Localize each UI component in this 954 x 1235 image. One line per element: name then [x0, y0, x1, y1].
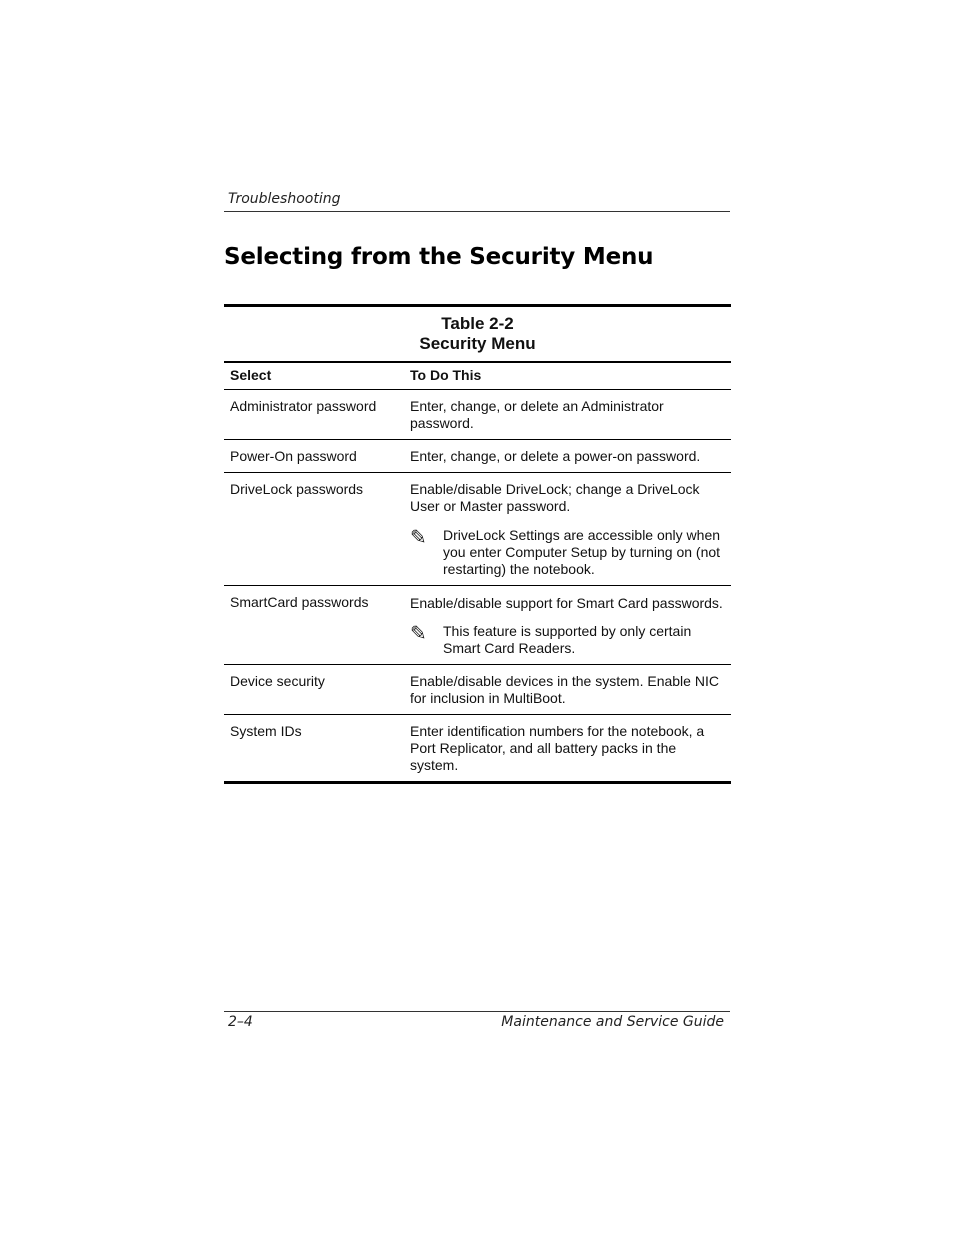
- section-title: Selecting from the Security Menu: [224, 244, 654, 270]
- row-action-text: Enable/disable support for Smart Card passwords.: [410, 595, 723, 611]
- row-action-cell: Enter identification numbers for the notebook, a Port Replicator, and all battery packs in the system.: [410, 723, 705, 773]
- table-row: [224, 389, 731, 439]
- footer-rule: [224, 1011, 730, 1012]
- row-select-cell: Power-On password: [230, 448, 357, 464]
- column-header-to-do-this: To Do This: [410, 367, 482, 383]
- page-number: 2–4: [228, 1014, 253, 1030]
- table-number: Table 2-2: [441, 314, 514, 333]
- pencil-note-icon: ✎: [410, 621, 427, 645]
- row-select-cell: System IDs: [230, 723, 302, 739]
- note-text: DriveLock Settings are accessible only when you enter Computer Setup by turning on (not restarting) the notebook.: [443, 527, 721, 577]
- smartcard-note: [410, 623, 725, 657]
- table-row: [224, 472, 731, 585]
- row-action-cell: [410, 473, 731, 585]
- column-header-select: Select: [230, 367, 272, 383]
- table-row: [224, 439, 731, 472]
- row-action-cell: Enter, change, or delete a power-on password.: [410, 448, 701, 464]
- row-action-cell: Enable/disable devices in the system. Enable NIC for inclusion in MultiBoot.: [410, 673, 719, 706]
- row-select-cell: Device security: [230, 673, 325, 689]
- row-action-cell: Enter, change, or delete an Administrator password.: [410, 398, 664, 431]
- table-row: [224, 664, 731, 714]
- guide-title: Maintenance and Service Guide: [501, 1014, 724, 1030]
- row-select-cell: SmartCard passwords: [230, 594, 369, 610]
- row-action-text: Enable/disable DriveLock; change a DriveLock User or Master password.: [410, 481, 700, 514]
- running-head: Troubleshooting: [228, 191, 341, 207]
- header-rule: [224, 211, 730, 212]
- drivelock-note: [410, 527, 725, 578]
- row-select-cell: Administrator password: [230, 398, 377, 414]
- row-action-cell: [410, 586, 731, 664]
- note-text: This feature is supported by only certain Smart Card Readers.: [443, 623, 692, 656]
- table-caption: [224, 307, 731, 362]
- table-header-row: [224, 362, 731, 389]
- table-row: [224, 585, 731, 664]
- security-menu-table: [224, 304, 731, 784]
- row-select-cell: DriveLock passwords: [230, 481, 364, 497]
- table-row: [224, 714, 731, 781]
- table-title: Security Menu: [419, 334, 536, 353]
- pencil-note-icon: ✎: [410, 525, 427, 549]
